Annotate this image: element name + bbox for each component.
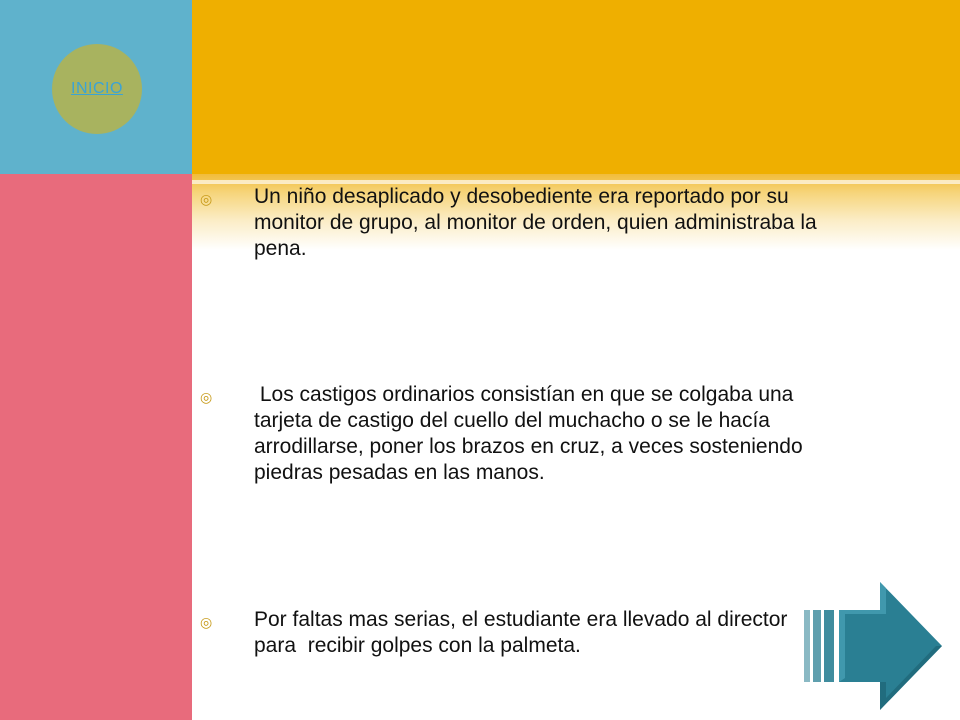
ring-bullet-icon: ◎ bbox=[200, 614, 213, 630]
next-slide-button[interactable] bbox=[802, 580, 944, 712]
bullet-text: Por faltas mas serias, el estudiante era llevado al director para recibir golpes con la palmeta. bbox=[254, 608, 794, 657]
ring-bullet-icon: ◎ bbox=[200, 191, 213, 207]
list-item bbox=[198, 382, 828, 486]
list-item bbox=[198, 184, 828, 262]
pink-side-panel bbox=[0, 174, 192, 720]
home-button[interactable] bbox=[52, 44, 142, 134]
home-link[interactable]: INICIO bbox=[71, 80, 123, 97]
gold-header-band bbox=[192, 0, 960, 174]
bullet-text: Los castigos ordinarios consistían en que se colgaba una tarjeta de castigo del cuello del muchacho o se le hacía arrodillarse, poner los brazos en cruz, a veces sosteniendo piedras pesadas en las manos. bbox=[254, 383, 809, 484]
bullet-text: Un niño desaplicado y desobediente era reportado por su monitor de grupo, al monitor de orden, quien administraba la pena. bbox=[254, 185, 823, 260]
ring-bullet-icon: ◎ bbox=[200, 389, 213, 405]
right-arrow-icon bbox=[804, 582, 942, 710]
list-item bbox=[198, 607, 828, 659]
